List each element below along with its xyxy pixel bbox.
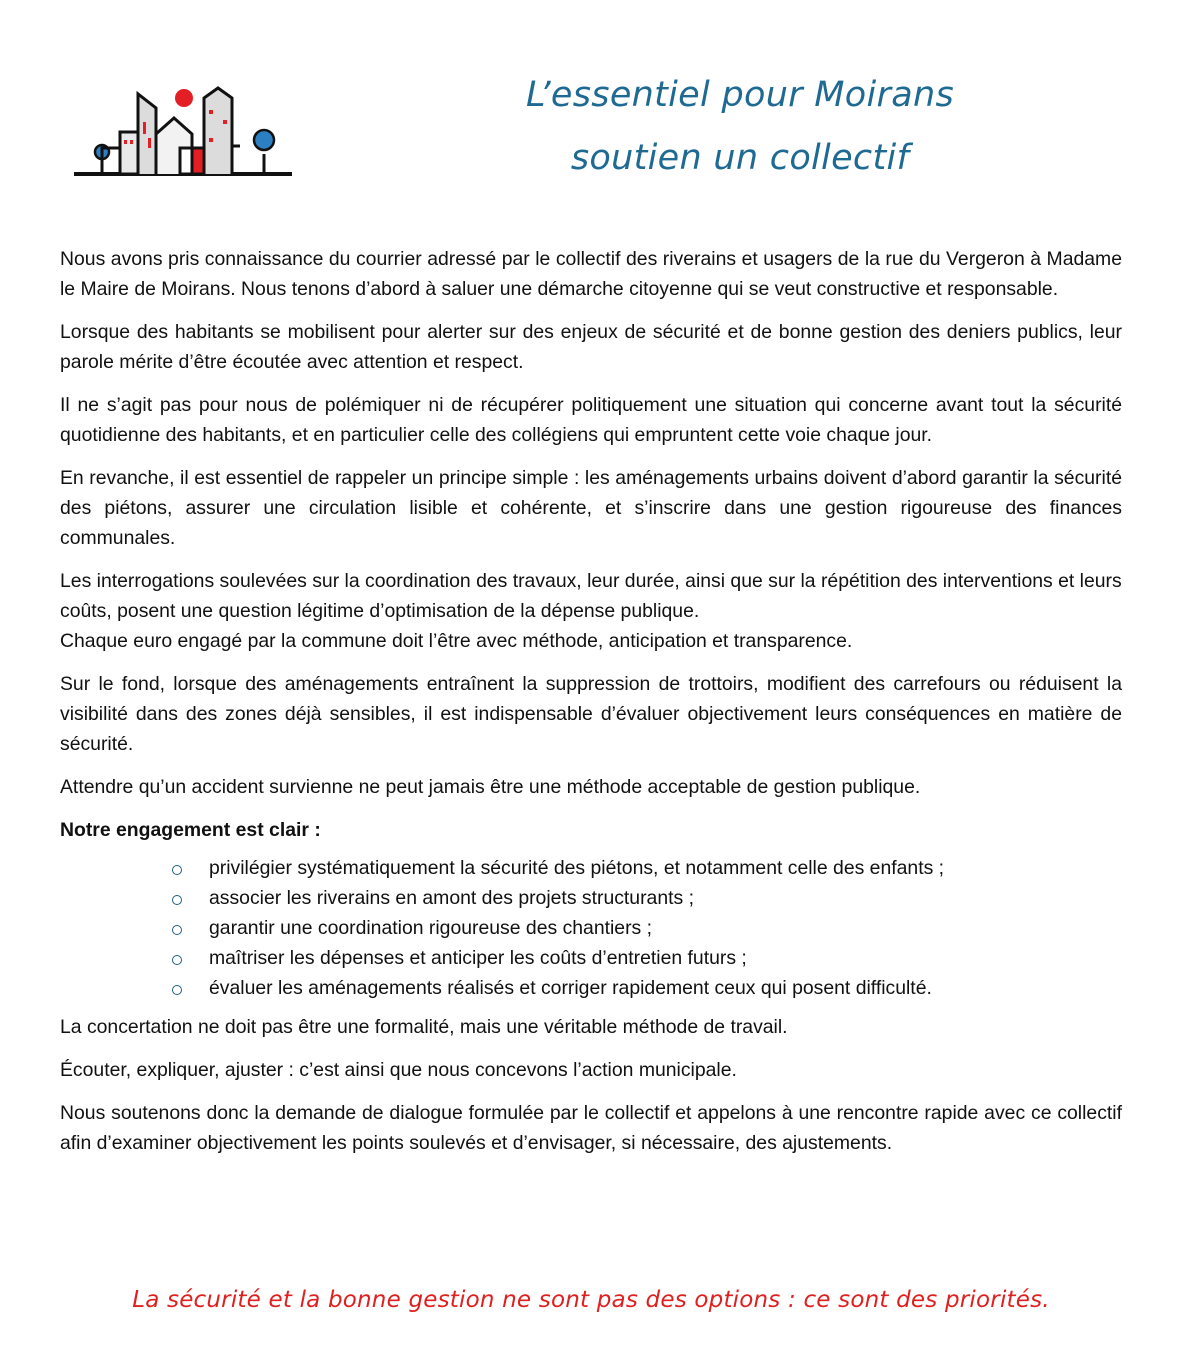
- circle-bullet-icon: [172, 985, 182, 995]
- engagement-heading: Notre engagement est clair :: [60, 819, 321, 841]
- closing-tagline: La sécurité et la bonne gestion ne sont pas des options : ce sont des priorités.: [132, 1287, 1050, 1313]
- paragraph: Attendre qu’un accident survienne ne peut jamais être une méthode acceptable de gestion publique.: [60, 776, 921, 798]
- list-item: maîtriser les dépenses et anticiper les coûts d’entretien futurs ;: [172, 943, 1122, 973]
- letter-body: [60, 244, 1122, 1171]
- paragraph: Nous soutenons donc la demande de dialogue formulée par le collectif et appelons à une rencontre rapide avec ce collectif afin d’examiner objectivement les points soulevés et d’envisager, si nécessaire, des ajustements.: [60, 1102, 1122, 1154]
- circle-bullet-icon: [172, 955, 182, 965]
- page-title-line2: soutien un collectif: [570, 138, 910, 178]
- list-item: associer les riverains en amont des projets structurants ;: [172, 883, 1122, 913]
- paragraph: Sur le fond, lorsque des aménagements entraînent la suppression de trottoirs, modifient des carrefours ou réduisent la visibilité dans des zones déjà sensibles, il est indispensable d’évaluer objectivement leurs conséquences en matière de sécurité.: [60, 673, 1122, 755]
- paragraph: Chaque euro engagé par la commune doit l’être avec méthode, anticipation et transparence.: [60, 630, 853, 652]
- engagement-list: [60, 853, 1122, 1003]
- city-skyline-icon: [66, 48, 298, 180]
- paragraph: Nous avons pris connaissance du courrier adressé par le collectif des riverains et usagers de la rue du Vergeron à Madame le Maire de Moirans. Nous tenons d’abord à saluer une démarche citoyenne qui se veut constructive et responsable.: [60, 248, 1122, 300]
- circle-bullet-icon: [172, 925, 182, 935]
- paragraph: Lorsque des habitants se mobilisent pour alerter sur des enjeux de sécurité et de bonne gestion des deniers publics, leur parole mérite d’être écoutée avec attention et respect.: [60, 321, 1122, 373]
- circle-bullet-icon: [172, 865, 182, 875]
- paragraph: Les interrogations soulevées sur la coordination des travaux, leur durée, ainsi que sur la répétition des interventions et leurs coûts, posent une question légitime d’optimisation de la dépense publique.: [60, 570, 1122, 622]
- list-item: privilégier systématiquement la sécurité des piétons, et notamment celle des enfants ;: [172, 853, 1122, 883]
- paragraph: Il ne s’agit pas pour nous de polémiquer ni de récupérer politiquement une situation qui concerne avant tout la sécurité quotidienne des habitants, et en particulier celle des collégiens qui empruntent cette voie chaque jour.: [60, 394, 1122, 446]
- circle-bullet-icon: [172, 895, 182, 905]
- page-title-line1: L’essentiel pour Moirans: [525, 75, 954, 115]
- list-item: garantir une coordination rigoureuse des chantiers ;: [172, 913, 1122, 943]
- paragraph: Écouter, expliquer, ajuster : c’est ainsi que nous concevons l’action municipale.: [60, 1059, 737, 1081]
- list-item: évaluer les aménagements réalisés et corriger rapidement ceux qui posent difficulté.: [172, 973, 1122, 1003]
- paragraph: En revanche, il est essentiel de rappeler un principe simple : les aménagements urbains doivent d’abord garantir la sécurité des piétons, assurer une circulation lisible et cohérente, et s’inscrire dans une gestion rigoureuse des finances communales.: [60, 467, 1122, 549]
- paragraph: La concertation ne doit pas être une formalité, mais une véritable méthode de travail.: [60, 1016, 788, 1038]
